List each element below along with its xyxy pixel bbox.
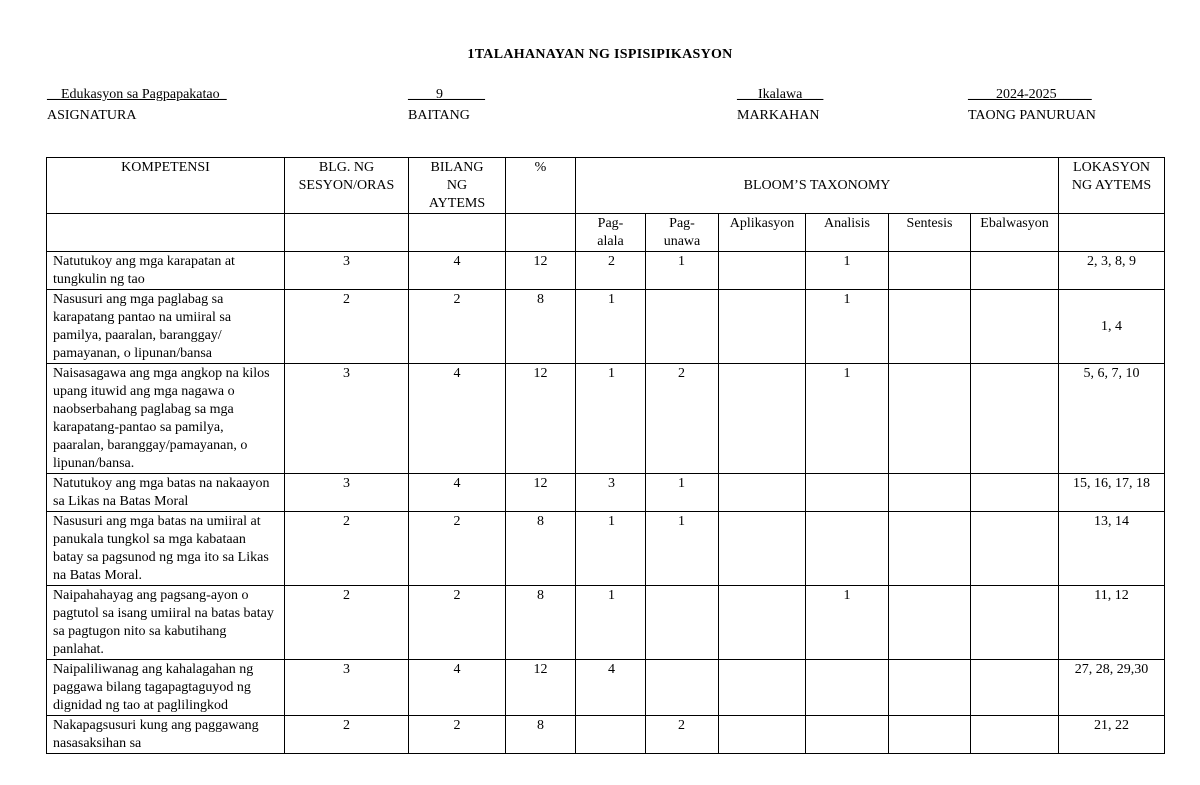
table-row: [47, 364, 1165, 474]
blank-cell: [285, 214, 409, 252]
kompetensi-cell: Nasusuri ang mga batas na umiiral at panukala tungkol sa mga kabataan batay sa pagsunod ng mga ito sa Likas na Batas Moral.: [47, 512, 285, 586]
analisis-cell: [806, 512, 889, 586]
sentesis-cell: [889, 512, 971, 586]
aytems-cell: 4: [409, 660, 506, 716]
ebalwasyon-cell: [971, 586, 1059, 660]
ebalwasyon-cell: [971, 512, 1059, 586]
aplikasyon-cell: [719, 364, 806, 474]
sesyon-cell: 3: [285, 660, 409, 716]
blank-cell: [47, 214, 285, 252]
analisis-cell: [806, 716, 889, 754]
percent-cell: 12: [506, 474, 576, 512]
sesyon-cell: 3: [285, 252, 409, 290]
baitang-label: BAITANG: [408, 108, 470, 123]
lokasyon-cell: 21, 22: [1059, 716, 1165, 754]
header-analisis: Analisis: [806, 214, 889, 252]
aytems-cell: 2: [409, 586, 506, 660]
pag-alala-cell: 1: [576, 512, 646, 586]
percent-cell: 8: [506, 512, 576, 586]
pag-unawa-cell: 1: [646, 474, 719, 512]
sentesis-cell: [889, 586, 971, 660]
aplikasyon-cell: [719, 252, 806, 290]
asignatura-value: __Edukasyon sa Pagpapakatao_: [47, 87, 227, 102]
taong-panuruan-label: TAONG PANURUAN: [968, 108, 1096, 123]
kompetensi-cell: Naipaliliwanag ang kahalagahan ng paggawa bilang tagapagtaguyod ng dignidad ng tao at paglilingkod: [47, 660, 285, 716]
sentesis-cell: [889, 364, 971, 474]
header-row: [47, 158, 1165, 214]
table-row: [47, 660, 1165, 716]
pag-unawa-cell: [646, 660, 719, 716]
markahan-label: MARKAHAN: [737, 108, 820, 123]
header-percent: %: [506, 158, 576, 214]
aplikasyon-cell: [719, 474, 806, 512]
sesyon-cell: 2: [285, 512, 409, 586]
analisis-cell: [806, 474, 889, 512]
sesyon-cell: 2: [285, 716, 409, 754]
kompetensi-cell: Nakapagsusuri kung ang paggawang nasasaksihan sa: [47, 716, 285, 754]
ebalwasyon-cell: [971, 290, 1059, 364]
header-pag-unawa: Pag-unawa: [646, 214, 719, 252]
header-aplikasyon: Aplikasyon: [719, 214, 806, 252]
pag-unawa-cell: [646, 290, 719, 364]
sesyon-cell: 3: [285, 474, 409, 512]
header-pag-alala: Pag-alala: [576, 214, 646, 252]
meta-markahan: [737, 84, 823, 126]
kompetensi-cell: Naisasagawa ang mga angkop na kilos upang ituwid ang mga nagawa o naobserbahang paglabag sa mga karapatang-pantao sa pamilya, paaralan, baranggay/pamayanan, o lipunan/bansa.: [47, 364, 285, 474]
pag-alala-cell: 4: [576, 660, 646, 716]
aplikasyon-cell: [719, 290, 806, 364]
sentesis-cell: [889, 716, 971, 754]
analisis-cell: [806, 660, 889, 716]
header-sesyon: BLG. NG SESYON/ORAS: [285, 158, 409, 214]
table-row: [47, 474, 1165, 512]
sesyon-cell: 2: [285, 290, 409, 364]
table-row: [47, 512, 1165, 586]
lokasyon-cell: 1, 4: [1059, 290, 1165, 364]
sesyon-cell: 3: [285, 364, 409, 474]
ebalwasyon-cell: [971, 252, 1059, 290]
pag-unawa-cell: 2: [646, 364, 719, 474]
pag-unawa-cell: 2: [646, 716, 719, 754]
percent-cell: 8: [506, 290, 576, 364]
lokasyon-cell: 15, 16, 17, 18: [1059, 474, 1165, 512]
analisis-cell: 1: [806, 364, 889, 474]
kompetensi-cell: Natutukoy ang mga karapatan at tungkulin ng tao: [47, 252, 285, 290]
meta-taong-panuruan: [968, 84, 1096, 126]
aplikasyon-cell: [719, 716, 806, 754]
aytems-cell: 4: [409, 474, 506, 512]
ebalwasyon-cell: [971, 660, 1059, 716]
pag-unawa-cell: [646, 586, 719, 660]
blank-cell: [1059, 214, 1165, 252]
sentesis-cell: [889, 252, 971, 290]
lokasyon-cell: 13, 14: [1059, 512, 1165, 586]
sentesis-cell: [889, 474, 971, 512]
meta-baitang: [408, 84, 485, 126]
kompetensi-cell: Natutukoy ang mga batas na nakaayon sa Likas na Batas Moral: [47, 474, 285, 512]
pag-unawa-cell: 1: [646, 512, 719, 586]
pag-alala-cell: 3: [576, 474, 646, 512]
aplikasyon-cell: [719, 512, 806, 586]
percent-cell: 8: [506, 586, 576, 660]
document-title: 1TALAHANAYAN NG ISPISIPIKASYON: [467, 47, 733, 62]
pag-alala-cell: 1: [576, 586, 646, 660]
bloom-levels-row: [47, 214, 1165, 252]
header-lokasyon: LOKASYON NG AYTEMS: [1059, 158, 1165, 214]
percent-cell: 12: [506, 252, 576, 290]
percent-cell: 8: [506, 716, 576, 754]
asignatura-label: ASIGNATURA: [47, 108, 137, 123]
header-aytems: BILANG NG AYTEMS: [409, 158, 506, 214]
percent-cell: 12: [506, 660, 576, 716]
header-sentesis: Sentesis: [889, 214, 971, 252]
sesyon-cell: 2: [285, 586, 409, 660]
lokasyon-cell: 2, 3, 8, 9: [1059, 252, 1165, 290]
pag-alala-cell: [576, 716, 646, 754]
ebalwasyon-cell: [971, 474, 1059, 512]
meta-asignatura: [47, 84, 227, 126]
table-row: [47, 290, 1165, 364]
header-ebalwasyon: Ebalwasyon: [971, 214, 1059, 252]
table-row: [47, 252, 1165, 290]
header-kompetensi: KOMPETENSI: [47, 158, 285, 214]
ebalwasyon-cell: [971, 716, 1059, 754]
table-row: [47, 716, 1165, 754]
aytems-cell: 4: [409, 364, 506, 474]
aytems-cell: 2: [409, 716, 506, 754]
lokasyon-cell: 11, 12: [1059, 586, 1165, 660]
analisis-cell: 1: [806, 252, 889, 290]
aplikasyon-cell: [719, 660, 806, 716]
lokasyon-cell: 5, 6, 7, 10: [1059, 364, 1165, 474]
ebalwasyon-cell: [971, 364, 1059, 474]
percent-cell: 12: [506, 364, 576, 474]
sentesis-cell: [889, 660, 971, 716]
aplikasyon-cell: [719, 586, 806, 660]
specification-table: [46, 157, 1165, 754]
header-bloom: BLOOM’S TAXONOMY: [576, 158, 1059, 214]
lokasyon-cell: 27, 28, 29,30: [1059, 660, 1165, 716]
pag-alala-cell: 2: [576, 252, 646, 290]
blank-cell: [506, 214, 576, 252]
analisis-cell: 1: [806, 290, 889, 364]
taong-panuruan-value: ____2024-2025_____: [968, 87, 1092, 102]
blank-cell: [409, 214, 506, 252]
aytems-cell: 2: [409, 512, 506, 586]
kompetensi-cell: Naipahahayag ang pagsang-ayon o pagtutol sa isang umiiral na batas batay sa pagtugon nito sa kabutihang panlahat.: [47, 586, 285, 660]
analisis-cell: 1: [806, 586, 889, 660]
pag-alala-cell: 1: [576, 290, 646, 364]
pag-unawa-cell: 1: [646, 252, 719, 290]
table-row: [47, 586, 1165, 660]
sentesis-cell: [889, 290, 971, 364]
kompetensi-cell: Nasusuri ang mga paglabag sa karapatang pantao na umiiral sa pamilya, paaralan, baranggay/ pamayanan, o lipunan/bansa: [47, 290, 285, 364]
aytems-cell: 4: [409, 252, 506, 290]
aytems-cell: 2: [409, 290, 506, 364]
markahan-value: ___Ikalawa___: [737, 87, 824, 102]
pag-alala-cell: 1: [576, 364, 646, 474]
baitang-value: ____9______: [408, 87, 485, 102]
